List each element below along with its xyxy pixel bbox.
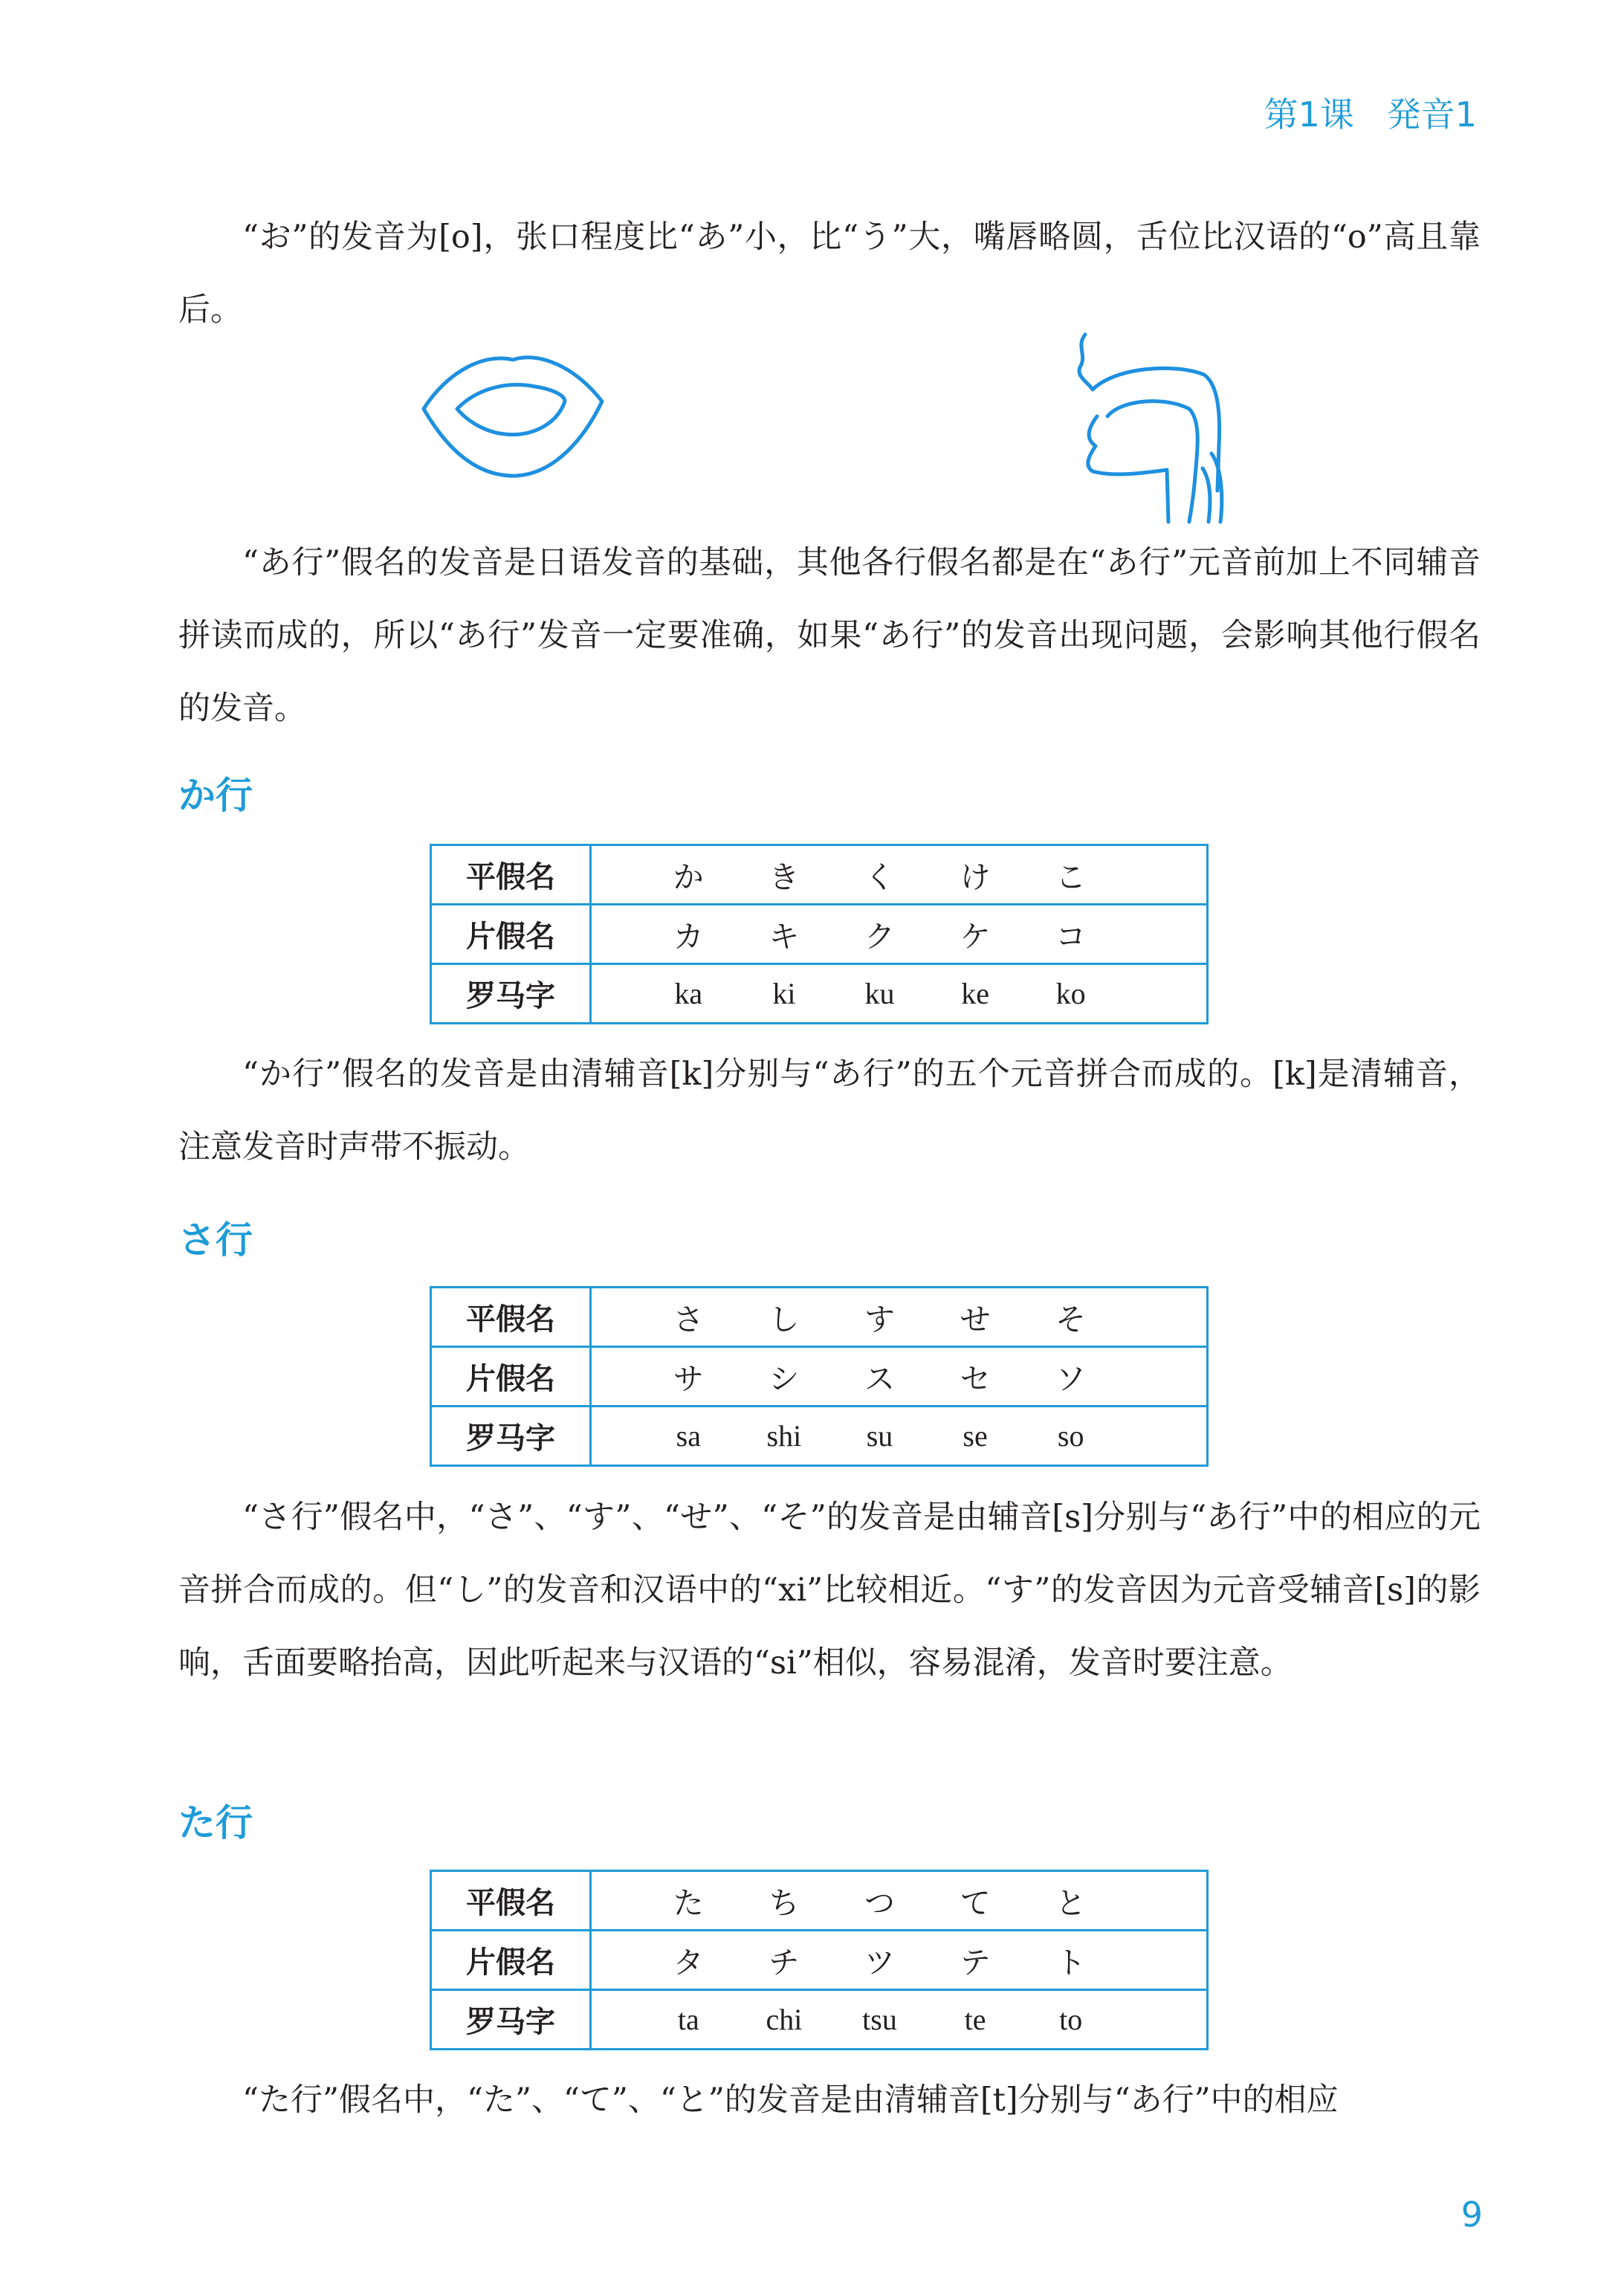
- outer-lip-outline: [424, 358, 602, 476]
- romaji-cell: chi: [766, 2003, 803, 2036]
- row-label-romaji: 罗马字: [431, 964, 591, 1024]
- paragraph-ta-row: “た行”假名中，“た”、“て”、“と”的发音是由清辅音[t]分别与“あ行”中的相应: [242, 2082, 1339, 2119]
- kana-table-sa: [430, 1286, 1209, 1467]
- table-row: [431, 1347, 1208, 1407]
- paragraph-o-sound: “お”的发音为[o]，张口程度比“あ”小，比“う”大，嘴唇略圆，舌位比汉语的“o”高且靠后。: [178, 219, 1481, 329]
- section-title-ta: た行: [178, 1801, 253, 1844]
- kana-cell: ス: [864, 1361, 895, 1397]
- kana-cell: こ: [1055, 859, 1087, 895]
- romaji-cell: ko: [1055, 977, 1086, 1010]
- kana-table-ka: [430, 844, 1209, 1024]
- romaji-cell: so: [1057, 1419, 1084, 1453]
- kana-cell: く: [864, 859, 895, 895]
- romaji-cell: ke: [961, 977, 989, 1010]
- inner-mouth-outline: [457, 385, 565, 435]
- kana-cell: カ: [673, 919, 704, 955]
- lesson-label: 第1课: [1264, 94, 1354, 135]
- romaji-cell: ki: [772, 977, 796, 1010]
- kana-cell: ソ: [1055, 1361, 1087, 1397]
- kana-cell: け: [960, 859, 991, 895]
- paragraph-ka-row: “か行”假名的发音是由清辅音[k]分别与“あ行”的五个元音拼合而成的。[k]是清辅音，注意发音时声带不振动。: [178, 1056, 1481, 1166]
- romaji-cell: sa: [676, 1419, 701, 1453]
- kana-cell: キ: [769, 919, 800, 955]
- romaji-cell: su: [866, 1419, 893, 1453]
- romaji-cell: tsu: [862, 2003, 897, 2036]
- romaji-cell: te: [964, 2003, 986, 2036]
- kana-cell: と: [1055, 1885, 1087, 1921]
- table-row: [431, 1288, 1208, 1347]
- lips-and-jaw-outline: [1088, 416, 1168, 522]
- kana-cell: そ: [1055, 1302, 1087, 1337]
- topic-label: 発音1: [1386, 94, 1477, 135]
- row-label-katakana: 片假名: [431, 1931, 591, 1990]
- kana-cell: か: [673, 859, 704, 895]
- nasal-cavity-line: [1079, 335, 1093, 390]
- table-row: [431, 1407, 1208, 1466]
- kana-cell: つ: [864, 1885, 895, 1921]
- kana-cell: テ: [960, 1945, 991, 1980]
- throat-line-1: [1203, 468, 1210, 522]
- row-label-romaji: 罗马字: [431, 1990, 591, 2050]
- row-label-romaji: 罗马字: [431, 1407, 591, 1466]
- tongue-profile-figure: [1063, 327, 1234, 528]
- table-row: [431, 845, 1208, 905]
- romaji-cell: se: [963, 1419, 988, 1453]
- table-row: [431, 964, 1208, 1024]
- row-label-katakana: 片假名: [431, 905, 591, 964]
- romaji-cell: ku: [864, 977, 895, 1010]
- row-label-katakana: 片假名: [431, 1347, 591, 1407]
- kana-cell: た: [673, 1885, 704, 1921]
- kana-cell: す: [864, 1302, 895, 1337]
- kana-cell: き: [769, 859, 800, 895]
- page-header: [1264, 88, 1477, 137]
- section-title-ka: か行: [178, 774, 253, 817]
- kana-cell: ち: [769, 1885, 800, 1921]
- kana-cell: タ: [673, 1945, 704, 1980]
- kana-cell: て: [960, 1885, 991, 1921]
- kana-cell: さ: [673, 1302, 704, 1337]
- paragraph-sa-row: “さ行”假名中，“さ”、“す”、“せ”、“そ”的发音是由辅音[s]分别与“あ行”中的相应的元音拼合而成的。但“し”的发音和汉语中的“xi”比较相近。“す”的发音因为元音受辅音[s]的影响，舌面要略抬高，因此听起来与汉语的“si”相似，容易混淆，发音时要注意。: [178, 1499, 1481, 1682]
- kana-cell: ケ: [960, 919, 991, 955]
- romaji-cell: ka: [674, 977, 703, 1010]
- row-label-hiragana: 平假名: [431, 845, 591, 905]
- mouth-shape-figure: [416, 343, 609, 485]
- kana-cell: し: [769, 1302, 800, 1337]
- table-row: [431, 1871, 1208, 1931]
- kana-cell: ト: [1055, 1945, 1087, 1980]
- tongue-outline: [1107, 401, 1197, 522]
- kana-cell: チ: [769, 1945, 800, 1980]
- kana-cell: せ: [960, 1302, 991, 1337]
- kana-cell: コ: [1055, 919, 1087, 955]
- kana-cell: ク: [864, 919, 895, 955]
- paragraph-a-row: “あ行”假名的发音是日语发音的基础，其他各行假名都是在“あ行”元音前加上不同辅音拼读而成的，所以“あ行”发音一定要准确，如果“あ行”的发音出现问题，会影响其他行假名的发音。: [178, 544, 1481, 727]
- romaji-cell: to: [1059, 2003, 1083, 2036]
- row-label-hiragana: 平假名: [431, 1288, 591, 1347]
- romaji-cell: ta: [677, 2003, 699, 2036]
- kana-table-ta: [430, 1870, 1209, 2050]
- section-title-sa: さ行: [178, 1218, 253, 1262]
- table-row: [431, 1931, 1208, 1990]
- romaji-cell: shi: [766, 1419, 802, 1453]
- kana-cell: シ: [769, 1361, 800, 1397]
- kana-cell: ツ: [864, 1945, 895, 1980]
- table-row: [431, 905, 1208, 964]
- kana-cell: サ: [673, 1361, 704, 1397]
- page-number: 9: [1460, 2195, 1483, 2235]
- table-row: [431, 1990, 1208, 2050]
- row-label-hiragana: 平假名: [431, 1871, 591, 1931]
- kana-cell: セ: [960, 1361, 991, 1397]
